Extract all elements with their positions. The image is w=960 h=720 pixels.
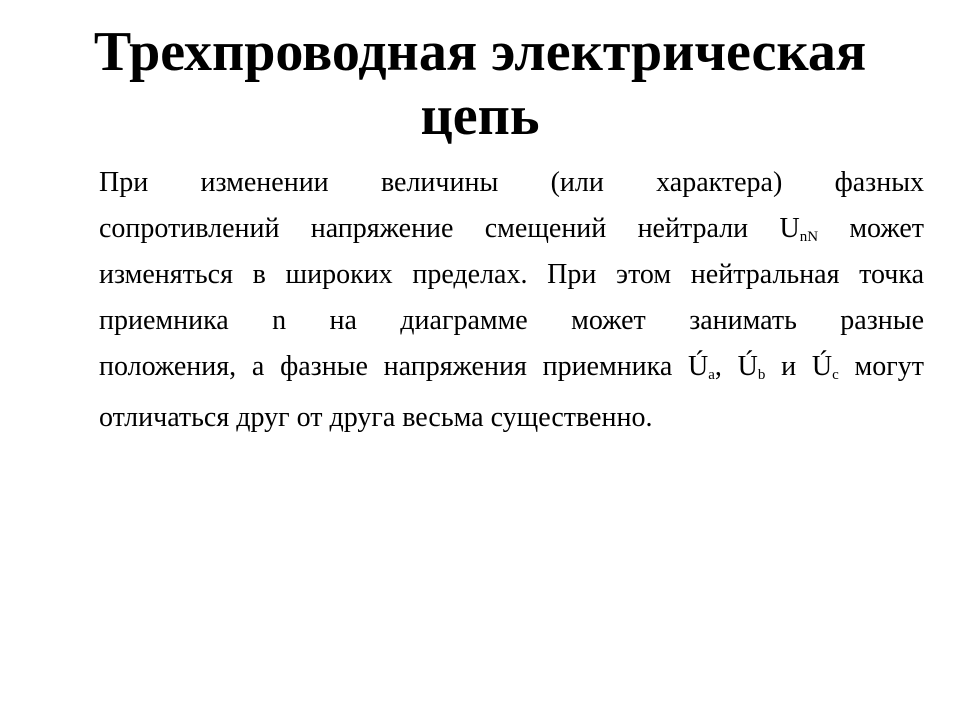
paragraph-line-5-sep-2: и Ú [765, 351, 833, 382]
paragraph-line-2-end: может [818, 213, 924, 244]
voltage-subscript-a: a [708, 367, 715, 383]
paragraph-line-2 [68, 206, 924, 252]
paragraph-line-2-text: сопротивлений напряжение смещений нейтрали U [99, 213, 800, 244]
paragraph-line-5-end: могут [838, 351, 924, 382]
paragraph-line-5-sep-1: , Ú [714, 351, 758, 382]
paragraph-line-3: изменяться в широких пределах. При этом нейтральная точка [99, 259, 924, 290]
paragraph-line-5 [68, 344, 924, 390]
slide-body-paragraph [68, 160, 924, 446]
paragraph-line-4: приемника n на диаграмме может занимать разные [99, 305, 924, 336]
voltage-subscript-nN: nN [799, 229, 819, 245]
voltage-subscript-b: b [757, 367, 766, 383]
paragraph-line-6: отличаться друг от друга весьма существенно. [99, 402, 653, 433]
voltage-subscript-c: c [832, 367, 839, 383]
slide-title: Трехпроводная электрическая цепь [93, 21, 867, 147]
paragraph-line-1: При изменении величины (или характера) фазных [99, 167, 924, 198]
paragraph-line-5-text: положения, а фазные напряжения приемника Ú [99, 351, 709, 382]
